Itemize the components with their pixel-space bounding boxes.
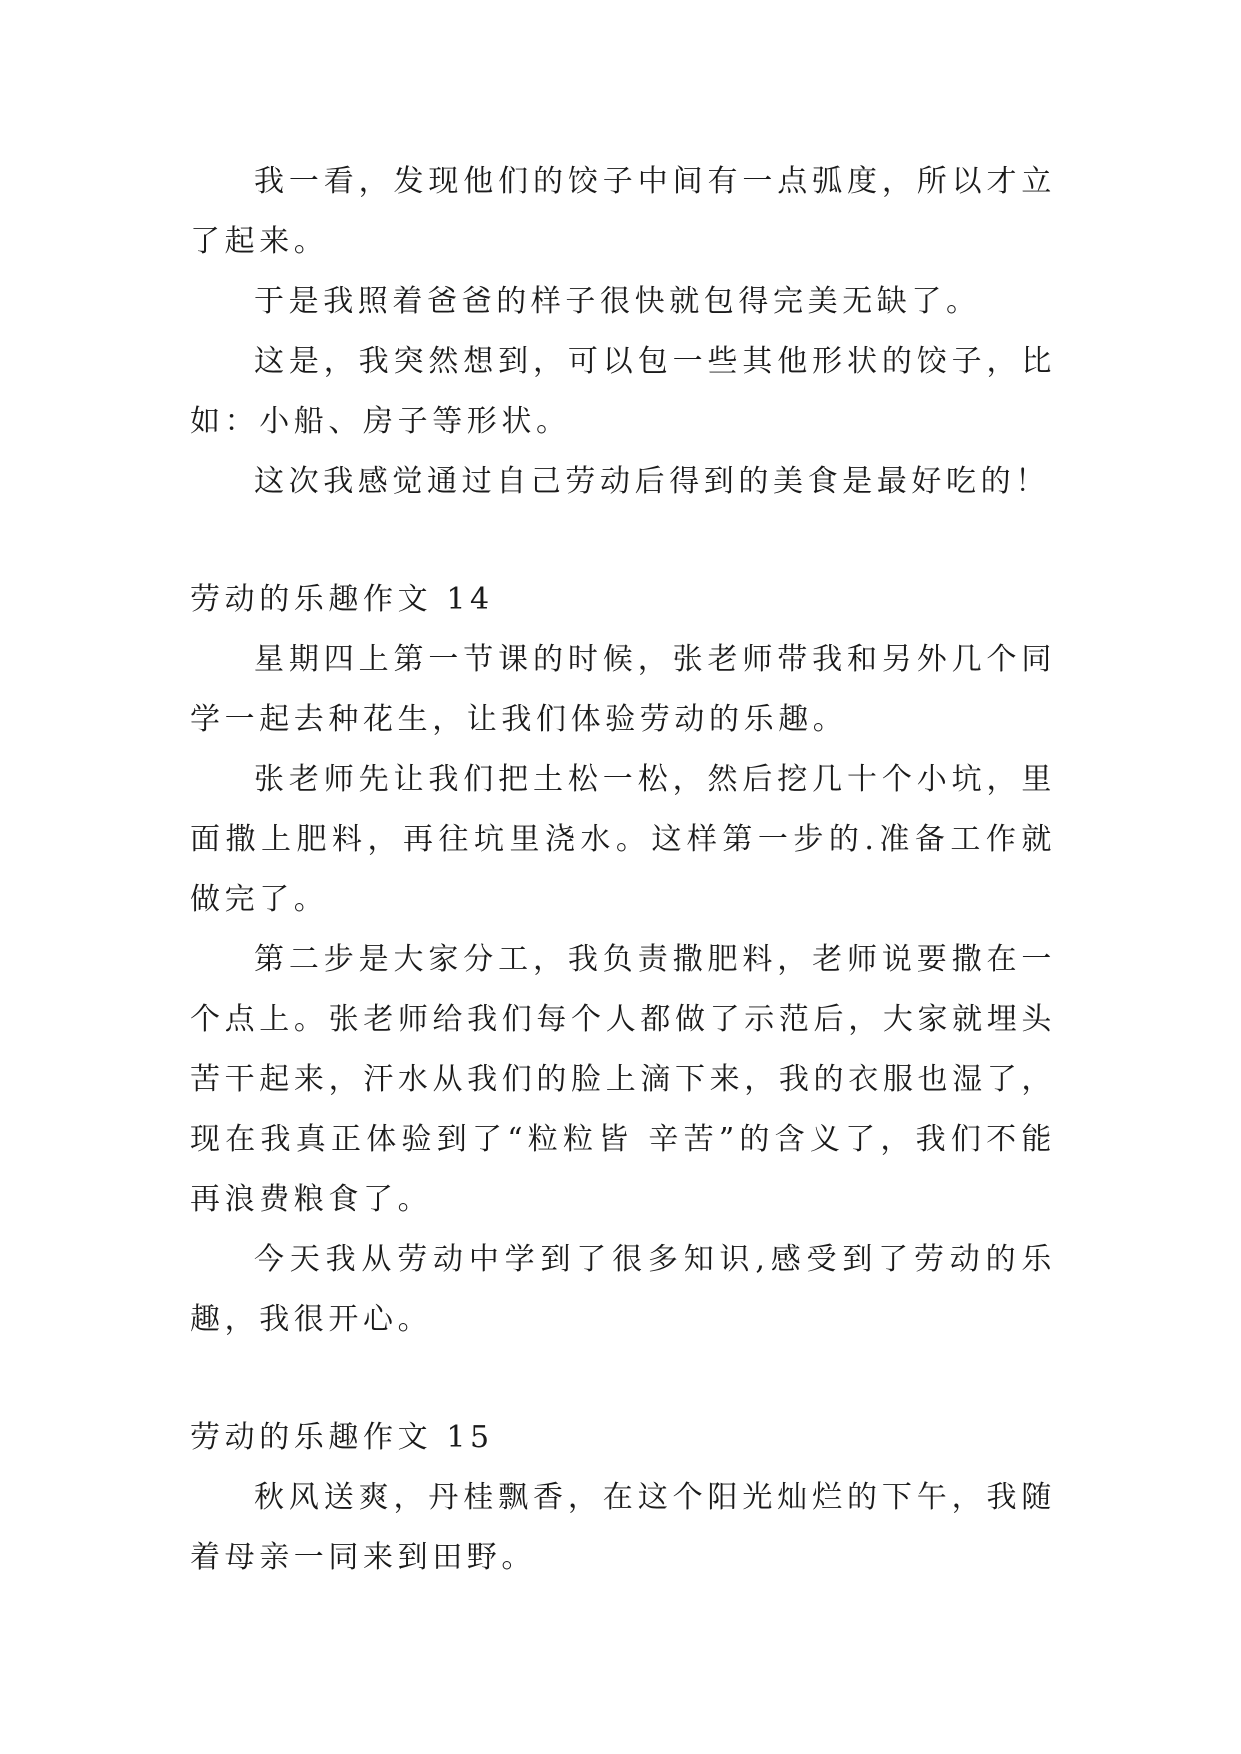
paragraph: 秋风送爽，丹桂飘香，在这个阳光灿烂的下午，我随着母亲一同来到田野。	[190, 1480, 1056, 1575]
paragraph: 我一看，发现他们的饺子中间有一点弧度，所以才立了起来。	[190, 164, 1056, 259]
paragraph: 星期四上第一节课的时候，张老师带我和另外几个同学一起去种花生，让我们体验劳动的乐趣。	[190, 642, 1056, 737]
paragraph: 张老师先让我们把土松一松，然后挖几十个小坑，里面撒上肥料，再往坑里浇水。这样第一步的.准备工作就做完了。	[190, 762, 1056, 917]
document-page	[190, 152, 1056, 1588]
section-heading-14: 劳动的乐趣作文 14	[190, 582, 494, 617]
paragraph: 这是，我突然想到，可以包一些其他形状的饺子，比如：小船、房子等形状。	[190, 344, 1056, 439]
paragraph: 今天我从劳动中学到了很多知识,感受到了劳动的乐趣，我很开心。	[190, 1242, 1056, 1337]
section-heading-15: 劳动的乐趣作文 15	[190, 1420, 494, 1455]
paragraph: 第二步是大家分工，我负责撒肥料，老师说要撒在一个点上。张老师给我们每个人都做了示范后，大家就埋头苦干起来，汗水从我们的脸上滴下来，我的衣服也湿了，现在我真正体验到了“粒粒皆 辛苦”的含义了，我们不能再浪费粮食了。	[190, 942, 1056, 1217]
paragraph: 这次我感觉通过自己劳动后得到的美食是最好吃的！	[254, 464, 1050, 499]
section-gap	[190, 512, 1056, 570]
section-gap	[190, 1350, 1056, 1408]
paragraph: 于是我照着爸爸的样子很快就包得完美无缺了。	[254, 284, 981, 319]
